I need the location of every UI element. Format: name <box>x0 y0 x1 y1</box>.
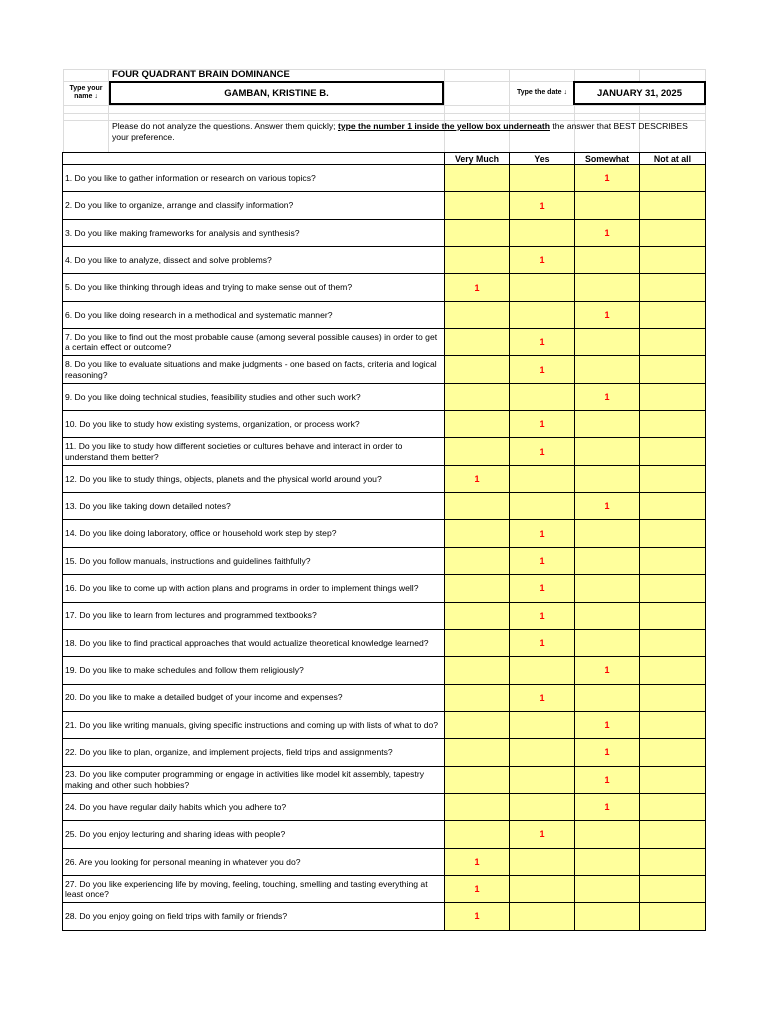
answer-cell-not-at-all[interactable] <box>640 657 706 684</box>
question-text: 26. Are you looking for personal meaning in whatever you do? <box>63 848 445 875</box>
answer-cell-very-much[interactable]: 1 <box>445 875 510 902</box>
answer-cell-yes[interactable]: 1 <box>510 192 575 219</box>
answer-cell-yes[interactable]: 1 <box>510 575 575 602</box>
answer-cell-very-much[interactable] <box>445 247 510 274</box>
instructions-emphasis: type the number 1 inside the yellow box underneath <box>337 121 550 131</box>
answer-cell-not-at-all[interactable] <box>640 219 706 246</box>
answer-cell-yes[interactable] <box>510 739 575 766</box>
answer-cell-yes[interactable]: 1 <box>510 329 575 356</box>
column-header-yes: Yes <box>510 153 575 165</box>
gridline <box>63 105 705 106</box>
table-row <box>63 465 706 492</box>
answer-cell-very-much[interactable] <box>445 520 510 547</box>
answer-cell-not-at-all[interactable] <box>640 493 706 520</box>
answer-cell-very-much[interactable] <box>445 165 510 192</box>
answer-cell-very-much[interactable]: 1 <box>445 903 510 930</box>
answer-cell-somewhat[interactable]: 1 <box>575 219 640 246</box>
table-row <box>63 247 706 274</box>
answer-cell-not-at-all[interactable] <box>640 165 706 192</box>
question-text: 22. Do you like to plan, organize, and implement projects, field trips and assignments? <box>63 739 445 766</box>
answer-cell-somewhat[interactable] <box>575 438 640 465</box>
table-row <box>63 547 706 574</box>
table-row <box>63 875 706 902</box>
questionnaire-body <box>63 165 706 931</box>
answer-cell-very-much[interactable] <box>445 219 510 246</box>
answer-cell-yes[interactable]: 1 <box>510 411 575 438</box>
answer-cell-not-at-all[interactable] <box>640 793 706 820</box>
answer-cell-somewhat[interactable]: 1 <box>575 793 640 820</box>
answer-cell-yes[interactable] <box>510 903 575 930</box>
question-text: 3. Do you like making frameworks for analysis and synthesis? <box>63 219 445 246</box>
table-row <box>63 657 706 684</box>
name-label: Type your name ↓ <box>69 85 103 100</box>
answer-cell-not-at-all[interactable] <box>640 684 706 711</box>
answer-cell-very-much[interactable] <box>445 684 510 711</box>
table-row <box>63 711 706 738</box>
question-text: 21. Do you like writing manuals, giving specific instructions and coming up with lists of what to do? <box>63 711 445 738</box>
answer-cell-not-at-all[interactable] <box>640 329 706 356</box>
answer-cell-somewhat[interactable]: 1 <box>575 301 640 328</box>
instructions-text: Please do not analyze the questions. Answer them quickly; <box>112 121 336 131</box>
question-text: 12. Do you like to study things, objects, planets and the physical world around you? <box>63 465 445 492</box>
answer-cell-not-at-all[interactable] <box>640 438 706 465</box>
answer-cell-yes[interactable]: 1 <box>510 356 575 383</box>
answer-cell-yes[interactable]: 1 <box>510 247 575 274</box>
table-row <box>63 383 706 410</box>
answer-cell-very-much[interactable] <box>445 329 510 356</box>
answer-cell-very-much[interactable] <box>445 657 510 684</box>
instructions <box>112 121 702 142</box>
answer-cell-yes[interactable]: 1 <box>510 602 575 629</box>
answer-cell-somewhat[interactable]: 1 <box>575 165 640 192</box>
answer-cell-not-at-all[interactable] <box>640 274 706 301</box>
question-text: 17. Do you like to learn from lectures and programmed textbooks? <box>63 602 445 629</box>
answer-cell-not-at-all[interactable] <box>640 356 706 383</box>
gridline <box>63 113 705 114</box>
answer-cell-yes[interactable]: 1 <box>510 821 575 848</box>
header-row <box>63 153 706 165</box>
answer-cell-somewhat[interactable] <box>575 274 640 301</box>
answer-cell-very-much[interactable] <box>445 629 510 656</box>
answer-cell-yes[interactable] <box>510 848 575 875</box>
answer-cell-not-at-all[interactable] <box>640 739 706 766</box>
question-text: 23. Do you like computer programming or engage in activities like model kit assembly, tapestry making and other such hobbies? <box>63 766 445 793</box>
answer-cell-very-much[interactable] <box>445 438 510 465</box>
answer-cell-very-much[interactable] <box>445 602 510 629</box>
answer-cell-somewhat[interactable] <box>575 821 640 848</box>
answer-cell-very-much[interactable] <box>445 766 510 793</box>
question-text: 24. Do you have regular daily habits which you adhere to? <box>63 793 445 820</box>
question-text: 13. Do you like taking down detailed notes? <box>63 493 445 520</box>
answer-cell-very-much[interactable] <box>445 383 510 410</box>
answer-cell-yes[interactable] <box>510 383 575 410</box>
table-row <box>63 438 706 465</box>
answer-cell-very-much[interactable] <box>445 711 510 738</box>
table-row <box>63 520 706 547</box>
table-row <box>63 821 706 848</box>
answer-cell-not-at-all[interactable] <box>640 766 706 793</box>
question-text: 14. Do you like doing laboratory, office or household work step by step? <box>63 520 445 547</box>
answer-cell-very-much[interactable] <box>445 192 510 219</box>
answer-cell-not-at-all[interactable] <box>640 575 706 602</box>
answer-cell-yes[interactable] <box>510 875 575 902</box>
question-text: 1. Do you like to gather information or research on various topics? <box>63 165 445 192</box>
question-text: 10. Do you like to study how existing systems, organization, or process work? <box>63 411 445 438</box>
answer-cell-very-much[interactable] <box>445 547 510 574</box>
answer-cell-yes[interactable] <box>510 465 575 492</box>
table-row <box>63 356 706 383</box>
question-text: 4. Do you like to analyze, dissect and solve problems? <box>63 247 445 274</box>
answer-cell-yes[interactable] <box>510 274 575 301</box>
table-row <box>63 301 706 328</box>
answer-cell-not-at-all[interactable] <box>640 301 706 328</box>
answer-cell-very-much[interactable] <box>445 821 510 848</box>
answer-cell-not-at-all[interactable] <box>640 547 706 574</box>
answer-cell-very-much[interactable]: 1 <box>445 848 510 875</box>
answer-cell-somewhat[interactable] <box>575 875 640 902</box>
question-text: 28. Do you enjoy going on field trips with family or friends? <box>63 903 445 930</box>
question-text: 5. Do you like thinking through ideas and trying to make sense out of them? <box>63 274 445 301</box>
answer-cell-somewhat[interactable] <box>575 547 640 574</box>
answer-cell-yes[interactable] <box>510 657 575 684</box>
answer-cell-very-much[interactable] <box>445 575 510 602</box>
table-row <box>63 739 706 766</box>
table-row <box>63 575 706 602</box>
header-blank <box>63 153 445 165</box>
answer-cell-somewhat[interactable] <box>575 520 640 547</box>
answer-cell-somewhat[interactable] <box>575 848 640 875</box>
column-header-somewhat: Somewhat <box>575 153 640 165</box>
answer-cell-not-at-all[interactable] <box>640 383 706 410</box>
answer-cell-very-much[interactable] <box>445 356 510 383</box>
answer-cell-yes[interactable] <box>510 219 575 246</box>
answer-cell-yes[interactable]: 1 <box>510 438 575 465</box>
answer-cell-not-at-all[interactable] <box>640 821 706 848</box>
question-text: 11. Do you like to study how different societies or cultures behave and interact in order to understand them better? <box>63 438 445 465</box>
answer-cell-not-at-all[interactable] <box>640 520 706 547</box>
instructions-text-end: the answer that BEST DESCRIBES your preference. <box>112 121 688 142</box>
answer-cell-not-at-all[interactable] <box>640 411 706 438</box>
answer-cell-yes[interactable]: 1 <box>510 684 575 711</box>
answer-cell-somewhat[interactable] <box>575 192 640 219</box>
table-row <box>63 165 706 192</box>
question-text: 8. Do you like to evaluate situations and make judgments - one based on facts, criteria and logical reasoning? <box>63 356 445 383</box>
question-text: 6. Do you like doing research in a methodical and systematic manner? <box>63 301 445 328</box>
question-text: 2. Do you like to organize, arrange and classify information? <box>63 192 445 219</box>
answer-cell-yes[interactable] <box>510 711 575 738</box>
answer-cell-not-at-all[interactable] <box>640 848 706 875</box>
answer-cell-somewhat[interactable] <box>575 329 640 356</box>
answer-cell-somewhat[interactable]: 1 <box>575 493 640 520</box>
answer-cell-somewhat[interactable]: 1 <box>575 657 640 684</box>
answer-cell-very-much[interactable] <box>445 739 510 766</box>
answer-cell-somewhat[interactable]: 1 <box>575 739 640 766</box>
answer-cell-somewhat[interactable] <box>575 629 640 656</box>
answer-cell-somewhat[interactable]: 1 <box>575 711 640 738</box>
answer-cell-somewhat[interactable] <box>575 465 640 492</box>
answer-cell-yes[interactable]: 1 <box>510 629 575 656</box>
table-row <box>63 766 706 793</box>
answer-cell-very-much[interactable] <box>445 793 510 820</box>
answer-cell-yes[interactable] <box>510 301 575 328</box>
name-field[interactable]: GAMBAN, KRISTINE B. <box>109 81 444 105</box>
answer-cell-somewhat[interactable]: 1 <box>575 383 640 410</box>
answer-cell-somewhat[interactable] <box>575 247 640 274</box>
answer-cell-somewhat[interactable] <box>575 411 640 438</box>
answer-cell-not-at-all[interactable] <box>640 629 706 656</box>
date-field[interactable]: JANUARY 31, 2025 <box>573 81 706 105</box>
answer-cell-somewhat[interactable] <box>575 602 640 629</box>
table-row <box>63 411 706 438</box>
answer-cell-not-at-all[interactable] <box>640 247 706 274</box>
question-text: 25. Do you enjoy lecturing and sharing ideas with people? <box>63 821 445 848</box>
answer-cell-not-at-all[interactable] <box>640 465 706 492</box>
question-text: 9. Do you like doing technical studies, feasibility studies and other such work? <box>63 383 445 410</box>
answer-cell-very-much[interactable] <box>445 411 510 438</box>
answer-cell-not-at-all[interactable] <box>640 711 706 738</box>
answer-cell-very-much[interactable] <box>445 493 510 520</box>
answer-cell-very-much[interactable]: 1 <box>445 465 510 492</box>
answer-cell-yes[interactable]: 1 <box>510 520 575 547</box>
answer-cell-very-much[interactable]: 1 <box>445 274 510 301</box>
answer-cell-yes[interactable] <box>510 493 575 520</box>
question-text: 18. Do you like to find practical approaches that would actualize theoretical knowledge learned? <box>63 629 445 656</box>
question-text: 16. Do you like to come up with action plans and programs in order to implement things well? <box>63 575 445 602</box>
question-text: 20. Do you like to make a detailed budget of your income and expenses? <box>63 684 445 711</box>
column-header-not-at-all: Not at all <box>640 153 706 165</box>
form-title: FOUR QUADRANT BRAIN DOMINANCE <box>112 69 290 80</box>
answer-cell-very-much[interactable] <box>445 301 510 328</box>
table-row <box>63 629 706 656</box>
answer-cell-not-at-all[interactable] <box>640 903 706 930</box>
table-row <box>63 848 706 875</box>
question-text: 7. Do you like to find out the most probable cause (among several possible causes) in order to get a certain effect or outcome? <box>63 329 445 356</box>
question-text: 27. Do you like experiencing life by moving, feeling, touching, smelling and tasting everything at least once? <box>63 875 445 902</box>
answer-cell-yes[interactable] <box>510 766 575 793</box>
questionnaire-table <box>62 152 706 931</box>
table-row <box>63 493 706 520</box>
answer-cell-somewhat[interactable] <box>575 903 640 930</box>
answer-cell-not-at-all[interactable] <box>640 192 706 219</box>
answer-cell-yes[interactable]: 1 <box>510 547 575 574</box>
answer-cell-yes[interactable] <box>510 165 575 192</box>
answer-cell-not-at-all[interactable] <box>640 875 706 902</box>
table-row <box>63 274 706 301</box>
answer-cell-not-at-all[interactable] <box>640 602 706 629</box>
table-row <box>63 192 706 219</box>
question-text: 19. Do you like to make schedules and follow them religiously? <box>63 657 445 684</box>
answer-cell-somewhat[interactable]: 1 <box>575 766 640 793</box>
answer-cell-yes[interactable] <box>510 793 575 820</box>
table-row <box>63 219 706 246</box>
date-label: Type the date ↓ <box>516 89 568 96</box>
table-row <box>63 602 706 629</box>
question-text: 15. Do you follow manuals, instructions and guidelines faithfully? <box>63 547 445 574</box>
answer-cell-somewhat[interactable] <box>575 684 640 711</box>
column-header-very-much: Very Much <box>445 153 510 165</box>
answer-cell-somewhat[interactable] <box>575 356 640 383</box>
table-row <box>63 329 706 356</box>
table-row <box>63 793 706 820</box>
table-row <box>63 903 706 930</box>
table-row <box>63 684 706 711</box>
answer-cell-somewhat[interactable] <box>575 575 640 602</box>
